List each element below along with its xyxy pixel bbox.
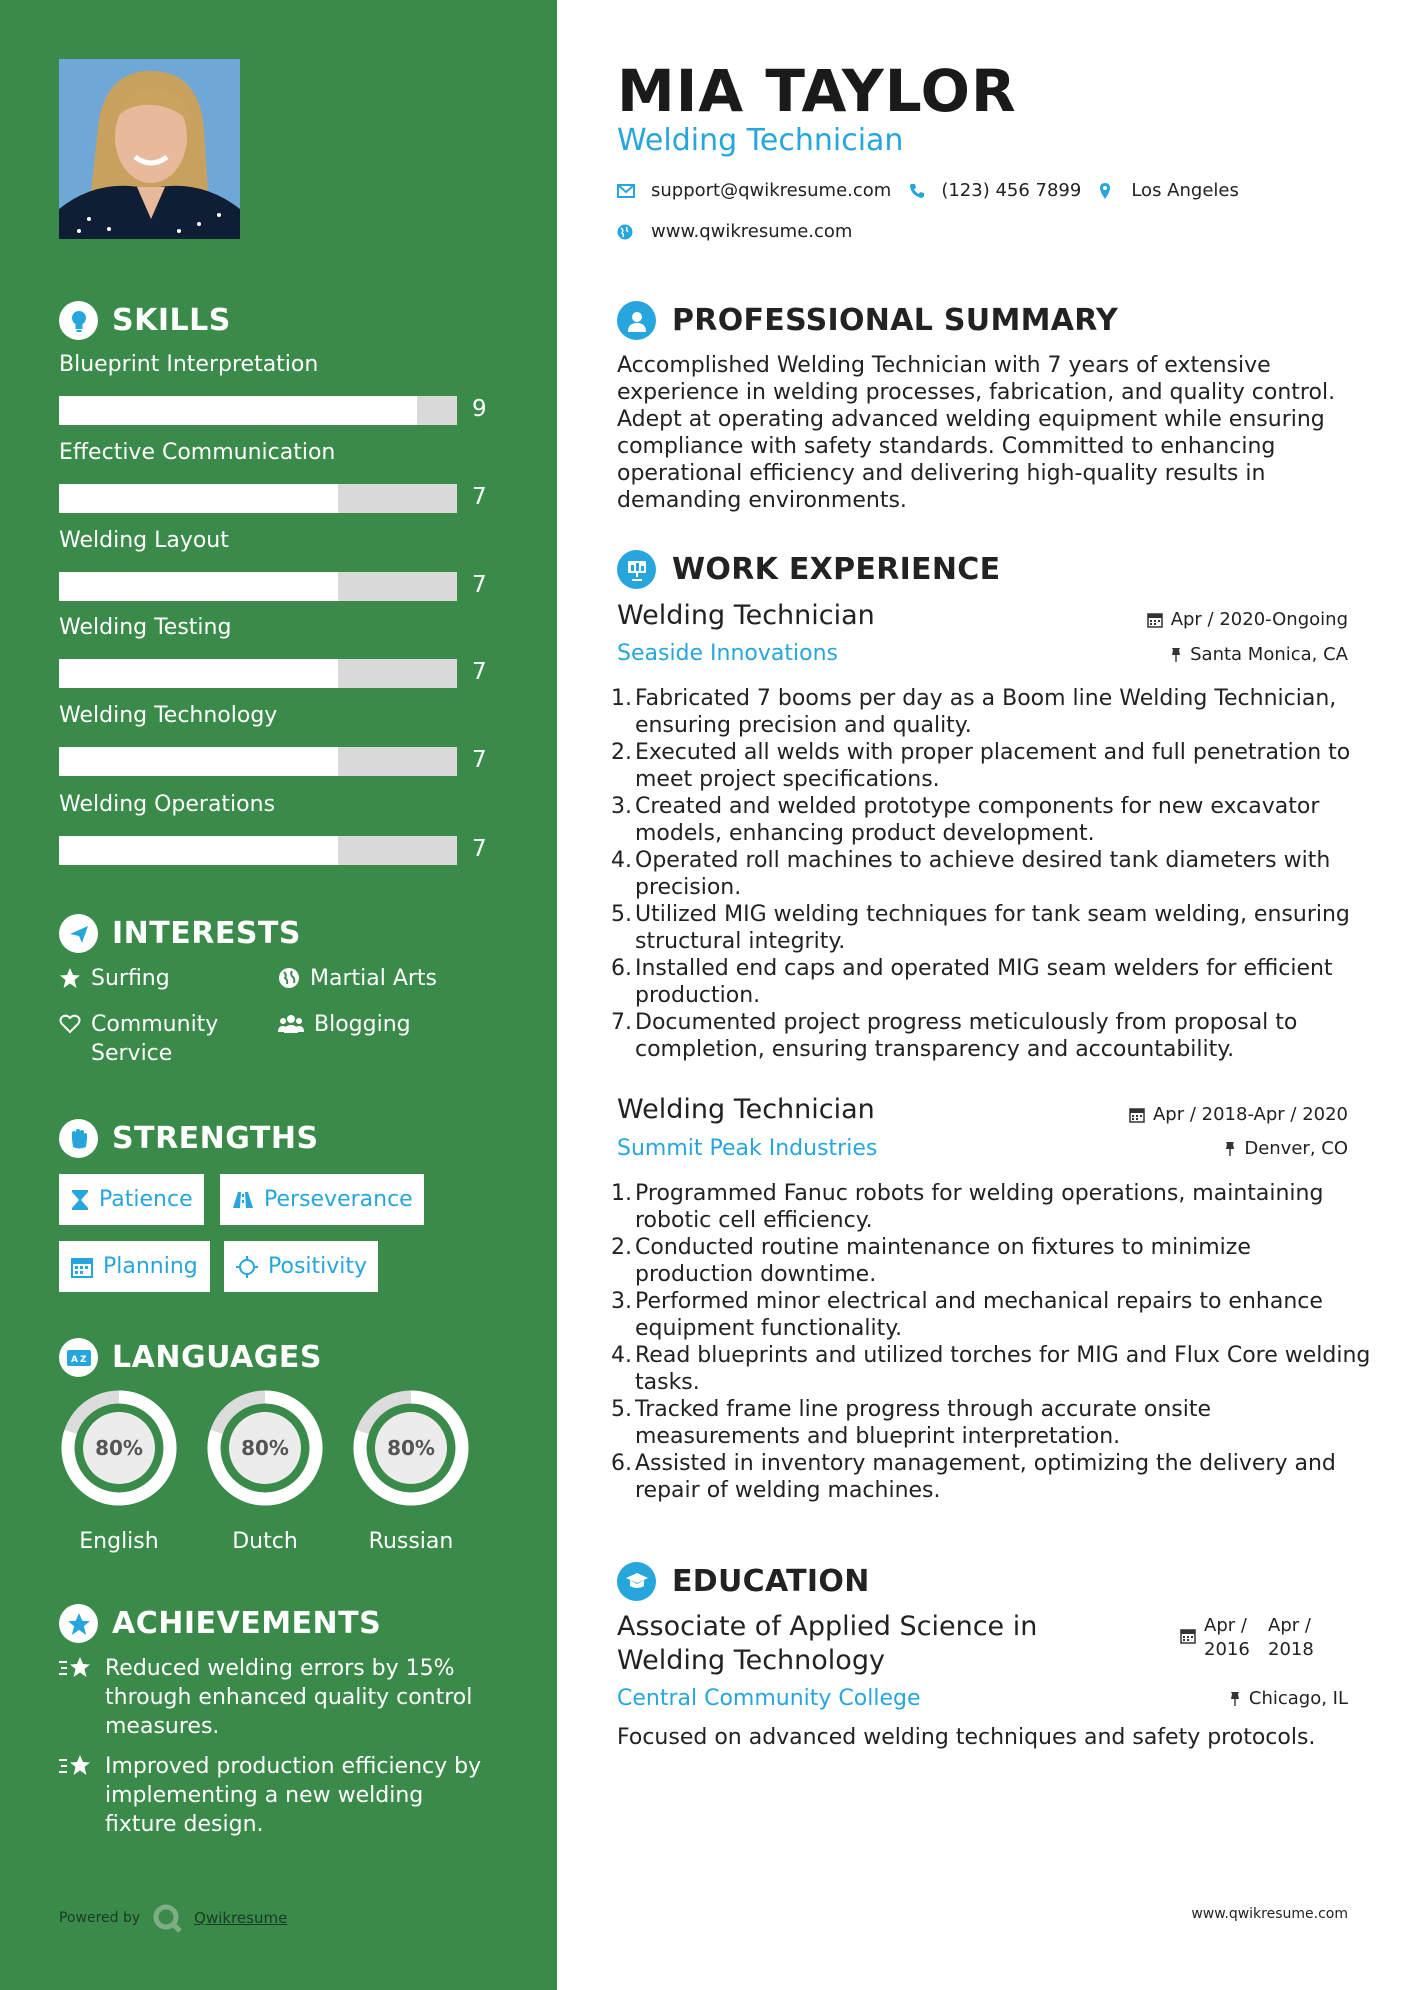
road-icon xyxy=(232,1191,254,1209)
bullet-number: 3. xyxy=(611,794,632,819)
language-name: English xyxy=(79,1529,159,1554)
candidate-name: MIA TAYLOR xyxy=(617,57,1017,125)
job-dates xyxy=(1000,1104,1348,1125)
language-percent: 80% xyxy=(387,1436,435,1460)
strength-badge xyxy=(220,1174,424,1225)
achievement-text: Improved production efficiency by implementing a new welding fixture design. xyxy=(105,1754,482,1837)
education-dates xyxy=(1180,1614,1324,1662)
bullet-number: 2. xyxy=(611,740,632,765)
education-start: Apr / 2016 xyxy=(1204,1615,1250,1660)
interest-label: Martial Arts xyxy=(310,966,438,991)
education-location xyxy=(1000,1688,1348,1709)
bullet-item xyxy=(611,685,1375,739)
users-icon xyxy=(278,1013,304,1035)
interest-item xyxy=(278,964,437,993)
job-location xyxy=(1000,644,1348,665)
language-item xyxy=(349,1386,473,1554)
summary-text: Accomplished Welding Technician with 7 years of extensive experience in welding processes, fabrication, and quality control. Adept at operating advanced welding equipment while ensuring compliance with safety standards. Committed to enhancing operational efficiency and delivering high-quality results in demanding environments. xyxy=(617,353,1336,513)
skill-bar xyxy=(59,836,457,865)
skill-bar-fill xyxy=(59,836,338,865)
skill-bar xyxy=(59,396,457,425)
skill-bar xyxy=(59,484,457,513)
strength-badge xyxy=(224,1241,378,1292)
skill-bar-fill xyxy=(59,659,338,688)
bullet-text: Documented project progress meticulously from proposal to completion, ensuring transparency and accountability. xyxy=(635,1010,1298,1062)
heart-icon xyxy=(59,1013,81,1035)
calendar-icon xyxy=(1147,612,1163,628)
interest-label: Community Service xyxy=(91,1012,219,1066)
achievement-item xyxy=(59,1654,499,1741)
skill-name: Welding Technology xyxy=(59,703,278,728)
bullet-text: Tracked frame line progress through accurate onsite measurements and blueprint interpretation. xyxy=(635,1397,1212,1449)
job-bullets xyxy=(611,1180,1375,1504)
language-icon xyxy=(59,1338,98,1377)
website-row xyxy=(617,221,852,242)
user-icon xyxy=(617,301,656,340)
website-link[interactable]: www.qwikresume.com xyxy=(651,221,853,242)
bullet-item xyxy=(611,1396,1375,1450)
skill-item xyxy=(59,615,499,685)
qwikresume-logo-icon xyxy=(152,1903,182,1933)
skill-bar xyxy=(59,659,457,688)
bullet-item xyxy=(611,739,1375,793)
location-text: Los Angeles xyxy=(1131,180,1239,201)
education-end: Apr / 2018 xyxy=(1268,1615,1314,1660)
interest-label: Surfing xyxy=(91,966,170,991)
strength-badge xyxy=(59,1174,204,1225)
hourglass-icon xyxy=(71,1189,89,1211)
bullet-text: Utilized MIG welding techniques for tank seam welding, ensuring structural integrity. xyxy=(635,902,1350,954)
bullet-item xyxy=(611,1180,1375,1234)
strengths-heading-text: STRENGTHS xyxy=(112,1121,319,1156)
bullet-number: 3. xyxy=(611,1289,632,1314)
skill-item xyxy=(59,440,499,510)
svg-text:Z: Z xyxy=(79,1354,87,1365)
skill-value: 7 xyxy=(472,484,487,510)
summary-heading-text: PROFESSIONAL SUMMARY xyxy=(672,303,1119,338)
bullet-item xyxy=(611,793,1375,847)
star-icon xyxy=(59,1656,93,1682)
sidebar xyxy=(0,0,557,1990)
skill-value: 7 xyxy=(472,659,487,685)
skill-name: Welding Layout xyxy=(59,528,229,553)
star-icon xyxy=(59,967,81,989)
envelope-icon xyxy=(617,184,635,198)
skill-item xyxy=(59,528,499,598)
fist-icon xyxy=(59,1119,98,1158)
interest-label: Blogging xyxy=(314,1012,411,1037)
job-location-text: Santa Monica, CA xyxy=(1190,644,1348,665)
interests-heading-text: INTERESTS xyxy=(112,916,301,951)
bullet-number: 4. xyxy=(611,848,632,873)
skill-item xyxy=(59,352,499,422)
language-item xyxy=(57,1386,181,1554)
bullet-text: Created and welded prototype components for new excavator models, enhancing product development. xyxy=(635,794,1320,846)
language-percent: 80% xyxy=(241,1436,289,1460)
skills-heading xyxy=(59,301,231,340)
language-name: Dutch xyxy=(232,1529,298,1554)
bullet-text: Installed end caps and operated MIG seam welders for efficient production. xyxy=(635,956,1333,1008)
job-location-text: Denver, CO xyxy=(1244,1138,1348,1159)
languages-heading-text: LANGUAGES xyxy=(112,1340,322,1375)
skill-name: Welding Testing xyxy=(59,615,232,640)
candidate-title: Welding Technician xyxy=(617,123,904,158)
bullet-item xyxy=(611,955,1375,1009)
skill-bar-fill xyxy=(59,572,338,601)
skill-name: Welding Operations xyxy=(59,792,276,817)
footer-website[interactable]: www.qwikresume.com xyxy=(1191,1906,1348,1922)
company-name: Summit Peak Industries xyxy=(617,1136,878,1161)
education-description: Focused on advanced welding techniques and safety protocols. xyxy=(617,1725,1316,1750)
company-name: Seaside Innovations xyxy=(617,641,838,666)
experience-heading xyxy=(617,550,1000,589)
bullet-item xyxy=(611,1288,1375,1342)
strengths-heading xyxy=(59,1119,319,1158)
bullet-text: Conducted routine maintenance on fixtures to minimize production downtime. xyxy=(635,1235,1251,1287)
skill-bar-fill xyxy=(59,747,338,776)
strength-label: Positivity xyxy=(268,1254,368,1279)
interest-item xyxy=(59,1010,239,1068)
calendar-icon xyxy=(71,1256,93,1278)
strength-badge xyxy=(59,1241,210,1292)
interest-item xyxy=(59,964,170,993)
language-item xyxy=(203,1386,327,1554)
bullet-number: 1. xyxy=(611,686,632,711)
powered-by xyxy=(59,1903,287,1933)
achievements-heading xyxy=(59,1604,381,1643)
pushpin-icon xyxy=(1224,1141,1236,1157)
bullet-item xyxy=(611,1450,1375,1504)
graduation-icon xyxy=(617,1562,656,1601)
job-dates-text: Apr / 2018-Apr / 2020 xyxy=(1152,1104,1348,1125)
achievement-text: Reduced welding errors by 15% through enhanced quality control measures. xyxy=(105,1656,473,1739)
bullet-number: 7. xyxy=(611,1010,632,1035)
qwikresume-link[interactable]: Qwikresume xyxy=(194,1909,288,1927)
globe-icon xyxy=(617,224,633,240)
strength-label: Planning xyxy=(103,1254,198,1279)
skills-heading-text: SKILLS xyxy=(112,303,231,338)
bullet-item xyxy=(611,1342,1375,1396)
email-link[interactable]: support@qwikresume.com xyxy=(651,180,892,201)
bullet-text: Read blueprints and utilized torches for MIG and Flux Core welding tasks. xyxy=(635,1343,1371,1395)
job-title: Welding Technician xyxy=(617,1094,875,1125)
job-dates-text: Apr / 2020-Ongoing xyxy=(1170,609,1348,630)
bullet-text: Programmed Fanuc robots for welding operations, maintaining robotic cell efficiency. xyxy=(635,1181,1324,1233)
achievement-item xyxy=(59,1752,499,1839)
education-heading xyxy=(617,1562,870,1601)
skill-name: Effective Communication xyxy=(59,440,336,465)
skill-item xyxy=(59,703,499,773)
bullet-number: 5. xyxy=(611,902,632,927)
bullet-text: Executed all welds with proper placement and full penetration to meet project specifications. xyxy=(635,740,1351,792)
bullet-number: 6. xyxy=(611,1451,632,1476)
languages-heading xyxy=(59,1338,322,1377)
summary-heading xyxy=(617,301,1118,340)
bullet-number: 4. xyxy=(611,1343,632,1368)
language-name: Russian xyxy=(368,1529,454,1554)
school-name: Central Community College xyxy=(617,1686,921,1711)
powered-by-text: Powered by xyxy=(59,1910,141,1926)
education-heading-text: EDUCATION xyxy=(672,1564,870,1599)
language-percent: 80% xyxy=(95,1436,143,1460)
contact-row xyxy=(617,180,1239,201)
pushpin-icon xyxy=(1229,1691,1241,1707)
degree-title: Associate of Applied Science in Welding Technology xyxy=(617,1611,1038,1676)
bullet-item xyxy=(611,901,1375,955)
strength-label: Patience xyxy=(99,1187,193,1212)
bullet-item xyxy=(611,1234,1375,1288)
calendar-icon xyxy=(1129,1107,1145,1123)
skill-value: 7 xyxy=(472,836,487,862)
bullet-number: 5. xyxy=(611,1397,632,1422)
presentation-icon xyxy=(617,550,656,589)
education-location-text: Chicago, IL xyxy=(1248,1688,1348,1709)
bullet-text: Operated roll machines to achieve desired tank diameters with precision. xyxy=(635,848,1331,900)
star-icon xyxy=(59,1754,93,1780)
lightbulb-icon xyxy=(59,301,98,340)
job-bullets xyxy=(611,685,1375,1063)
interest-item xyxy=(278,1010,411,1039)
experience-heading-text: WORK EXPERIENCE xyxy=(672,552,1001,587)
bullet-number: 6. xyxy=(611,956,632,981)
skill-value: 7 xyxy=(472,747,487,773)
globe-icon xyxy=(278,967,300,989)
svg-text:A: A xyxy=(70,1354,78,1365)
skill-name: Blueprint Interpretation xyxy=(59,352,319,377)
phone-text: (123) 456 7899 xyxy=(941,180,1082,201)
paper-plane-icon xyxy=(59,914,98,953)
job-location xyxy=(1000,1138,1348,1159)
skill-value: 9 xyxy=(472,396,487,422)
interests-heading xyxy=(59,914,301,953)
bullet-number: 1. xyxy=(611,1181,632,1206)
sun-icon xyxy=(236,1256,258,1278)
job-title: Welding Technician xyxy=(617,600,875,631)
skill-bar-fill xyxy=(59,484,338,513)
calendar-icon xyxy=(1180,1628,1196,1644)
job-dates xyxy=(1000,609,1348,630)
skill-bar-fill xyxy=(59,396,417,425)
phone-icon xyxy=(909,183,925,199)
bullet-item xyxy=(611,847,1375,901)
bullet-text: Fabricated 7 booms per day as a Boom line Welding Technician, ensuring precision and quality. xyxy=(635,686,1337,738)
skill-value: 7 xyxy=(472,572,487,598)
star-badge-icon xyxy=(59,1604,98,1643)
map-pin-icon xyxy=(1099,182,1111,200)
skill-item xyxy=(59,792,499,862)
bullet-item xyxy=(611,1009,1375,1063)
achievements-heading-text: ACHIEVEMENTS xyxy=(112,1606,382,1641)
pushpin-icon xyxy=(1170,647,1182,663)
bullet-text: Performed minor electrical and mechanical repairs to enhance equipment functionality. xyxy=(635,1289,1323,1341)
profile-photo xyxy=(59,59,240,239)
bullet-text: Assisted in inventory management, optimizing the delivery and repair of welding machines. xyxy=(635,1451,1336,1503)
skill-bar xyxy=(59,572,457,601)
bullet-number: 2. xyxy=(611,1235,632,1260)
strength-label: Perseverance xyxy=(264,1187,413,1212)
skill-bar xyxy=(59,747,457,776)
